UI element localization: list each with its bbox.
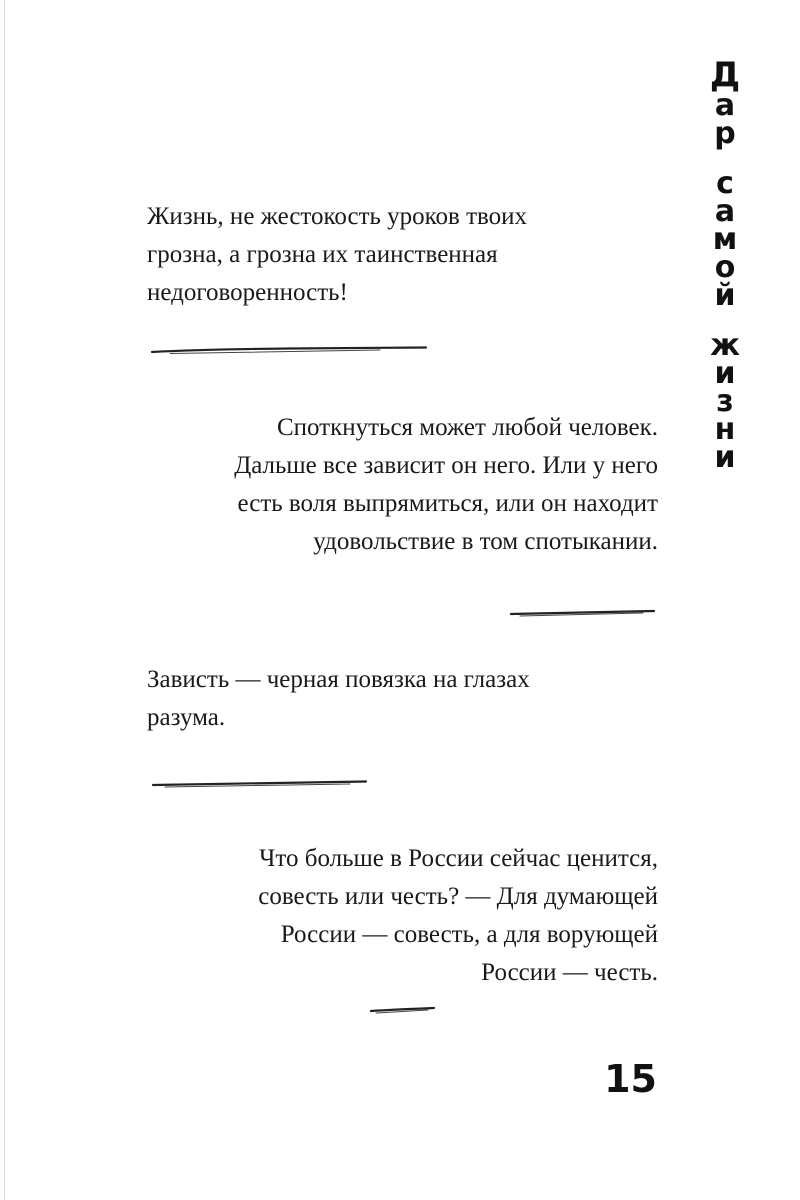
quote-line: России — совесть, а для ворующей xyxy=(280,921,658,948)
running-title-letter: о xyxy=(714,250,736,285)
running-title-letter: р xyxy=(714,116,736,151)
running-title-letter: а xyxy=(714,194,736,229)
quote-line: Жизнь, не жестокость уроков твоих xyxy=(147,203,528,230)
quote-line: России — честь. xyxy=(481,959,658,986)
divider-brush-stroke xyxy=(368,1002,438,1016)
quote-line: удовольствие в том спотыкании. xyxy=(313,528,658,555)
quote-1 xyxy=(147,198,527,312)
running-title-letter: й xyxy=(714,278,736,313)
quote-line: грозна, а грозна их таинственная xyxy=(147,241,498,268)
divider-brush-stroke xyxy=(150,777,370,791)
quote-line: Споткнуться может любой человек. xyxy=(276,414,658,441)
quote-4 xyxy=(258,840,658,992)
running-title-letter: а xyxy=(714,88,736,123)
running-title-letter: и xyxy=(714,440,736,475)
quote-line: недоговоренность! xyxy=(147,279,348,306)
running-title-letters xyxy=(695,55,755,475)
quote-line: совесть или честь? — Для думающей xyxy=(258,883,658,910)
divider-brush-stroke xyxy=(508,606,658,620)
running-title-word xyxy=(695,166,755,313)
quote-line: Дальше все зависит он него. Или у него xyxy=(234,452,658,479)
quote-3 xyxy=(147,661,530,737)
quote-2 xyxy=(234,409,658,561)
running-title-letter: з xyxy=(716,384,734,419)
page-edge xyxy=(4,0,799,1200)
running-title-letter: Д xyxy=(709,55,741,95)
quote-line: есть воля выпрямиться, или он находит xyxy=(237,490,658,517)
quote-line: Зависть — черная повязка на глазах xyxy=(147,666,530,693)
page-number: 15 xyxy=(604,1057,657,1101)
running-title-word xyxy=(695,328,755,475)
running-title-letter: н xyxy=(714,412,736,447)
running-title-letter: ж xyxy=(710,328,740,363)
divider-brush-stroke xyxy=(150,344,430,358)
running-title xyxy=(695,55,755,494)
running-title-letter: с xyxy=(716,166,734,201)
running-title-letter: м xyxy=(712,222,738,257)
quote-line: Что больше в России сейчас ценится, xyxy=(259,845,658,872)
quote-line: разума. xyxy=(147,704,226,731)
running-title-letter: и xyxy=(714,356,736,391)
running-title-word xyxy=(695,55,755,151)
